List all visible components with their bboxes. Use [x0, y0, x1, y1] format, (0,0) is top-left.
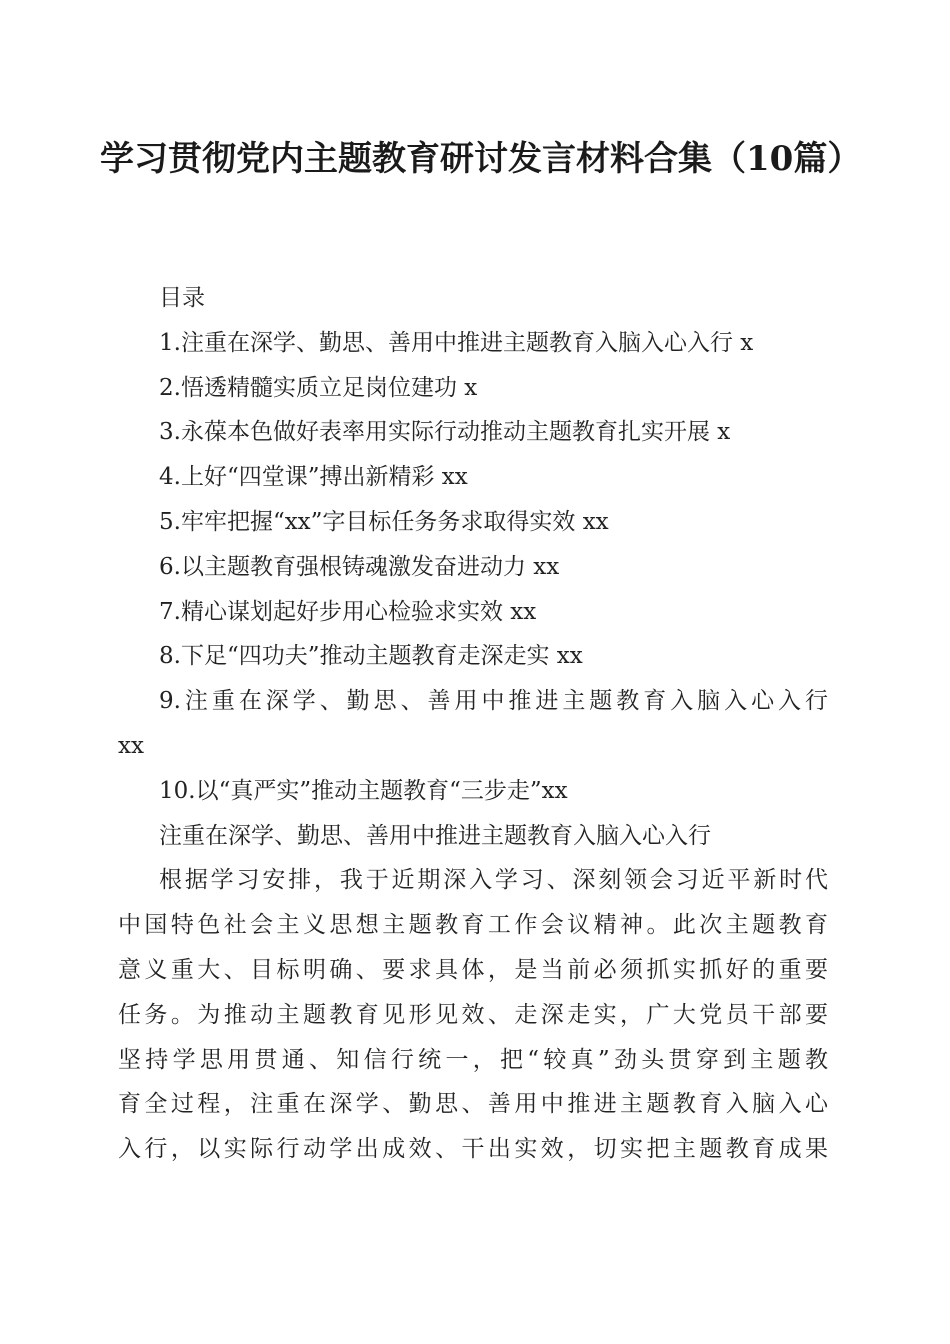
toc-item-9: 9.注重在深学、勤思、善用中推进主题教育入脑入心入行 — [159, 688, 828, 715]
paragraph-line-2: 中国特色社会主义思想主题教育工作会议精神。此次主题教育 — [118, 912, 828, 939]
section-title: 注重在深学、勤思、善用中推进主题教育入脑入心入行 — [159, 822, 711, 849]
paragraph-line-7: 入行，以实际行动学出成效、干出实效，切实把主题教育成果 — [118, 1136, 828, 1163]
paragraph-line-1: 根据学习安排，我于近期深入学习、深刻领会习近平新时代 — [159, 867, 828, 894]
toc-item-5: 5.牢牢把握“xx”字目标任务务求取得实效 xx — [159, 508, 609, 535]
toc-item-6: 6.以主题教育强根铸魂激发奋进动力 xx — [159, 553, 560, 580]
toc-heading: 目录 — [159, 285, 205, 311]
toc-item-9-continuation: xx — [118, 732, 144, 759]
document-body — [118, 276, 828, 1172]
paragraph-line-4: 任务。为推动主题教育见形见效、走深走实，广大党员干部要 — [118, 1001, 828, 1028]
paragraph-line-6: 育全过程，注重在深学、勤思、善用中推进主题教育入脑入心 — [118, 1091, 828, 1118]
toc-item-1: 1.注重在深学、勤思、善用中推进主题教育入脑入心入行 x — [159, 329, 754, 356]
toc-item-2: 2.悟透精髓实质立足岗位建功 x — [159, 374, 478, 401]
toc-item-4: 4.上好“四堂课”搏出新精彩 xx — [159, 464, 468, 491]
document-title: 学习贯彻党内主题教育研讨发言材料合集（10篇） — [100, 139, 862, 179]
toc-item-3: 3.永葆本色做好表率用实际行动推动主题教育扎实开展 x — [159, 419, 731, 446]
toc-item-7: 7.精心谋划起好步用心检验求实效 xx — [159, 598, 537, 625]
toc-item-10: 10.以“真严实”推动主题教育“三步走”xx — [159, 777, 568, 804]
toc-item-8: 8.下足“四功夫”推动主题教育走深走实 xx — [159, 643, 583, 670]
paragraph-line-5: 坚持学思用贯通、知信行统一，把“较真”劲头贯穿到主题教 — [118, 1046, 828, 1073]
paragraph-line-3: 意义重大、目标明确、要求具体，是当前必须抓实抓好的重要 — [118, 956, 828, 983]
